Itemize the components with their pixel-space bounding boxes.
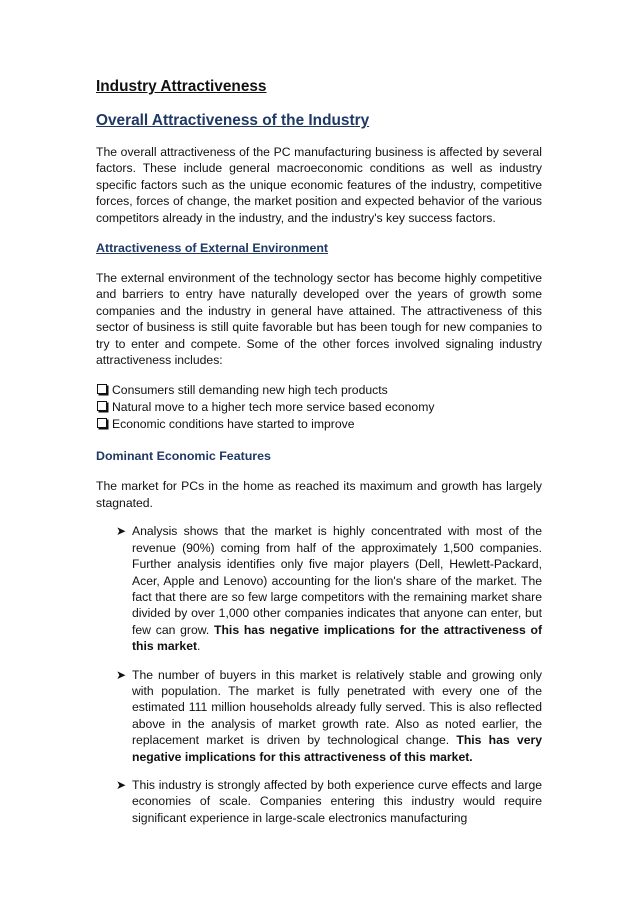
arrow-bullet-icon: ➤	[116, 667, 127, 682]
paragraph-overall: The overall attractiveness of the PC manufacturing business is affected by several factors. These include general macroeconomic conditions as well as industry specific factors such as the unique economic features of the industry, competitive forces, forces of change, the market position and expected behavior of the various competitors already in the industry, and the industry's key success factors.	[96, 145, 542, 225]
bullet-bold-text: This has negative implications for the attractiveness of this market	[132, 622, 542, 654]
heading-dominant-economic-features: Dominant Economic Features	[96, 449, 271, 464]
arrow-bullet-icon: ➤	[116, 777, 127, 792]
bullet-text: The number of buyers in this market is relatively stable and growing only with population. The market is fully penetrated with every one of the estimated 111 million households already fully served. This is also reflected above in the analysis of market growth rate. Also as noted earlier, the replacement market is driven by technological change.	[132, 667, 542, 748]
paragraph-external-environment: The external environment of the technology sector has become highly competitive and barriers to entry have naturally developed over the years of growth some companies and the industry in general have attained. The attractiveness of this sector of business is still quite favorable but has been tough for new companies to try to enter and compete. Some of the other forces involved signaling industry attractiveness includes:	[96, 271, 542, 368]
checklist-item-text: Economic conditions have started to improve	[112, 417, 355, 432]
paragraph-dominant-economic-features: The market for PCs in the home as reached its maximum and growth has largely stagnated.	[96, 479, 542, 510]
checklist-item-text: Consumers still demanding new high tech products	[112, 383, 388, 398]
checkbox-icon	[97, 384, 107, 394]
checklist-item	[96, 416, 542, 433]
bullet-item	[96, 777, 542, 826]
bullet-bold-text: This has very negative implications for this attractiveness of this market.	[132, 733, 543, 764]
bullet-item	[96, 523, 542, 654]
bullet-list	[96, 523, 542, 826]
checklist-item	[96, 399, 542, 416]
page-title: Industry Attractiveness	[96, 78, 267, 95]
checklist-item-text: Natural move to a higher tech more service based economy	[112, 400, 435, 415]
checklist-item	[96, 382, 542, 399]
bullet-text: This industry is strongly affected by both experience curve effects and large economies of scale. Companies entering this industry would require significant experience in large-scale electronics manufacturing	[132, 777, 542, 825]
heading-external-environment: Attractiveness of External Environment	[96, 241, 329, 256]
arrow-bullet-icon: ➤	[116, 524, 127, 539]
checkbox-icon	[97, 418, 107, 428]
bullet-tail: .	[197, 639, 201, 654]
checklist	[96, 382, 542, 433]
section-title-overall: Overall Attractiveness of the Industry	[96, 112, 370, 129]
bullet-text: Analysis shows that the market is highly concentrated with most of the revenue (90%) coming from half of the approximately 1,500 companies. Further analysis identifies only five major players (Dell, Hewlett-Packard, Acer, Apple and Lenovo) accounting for the lion's share of the market. The fact that there are so few large competitors with the remaining market share divided by over 1,000 other companies indicates that anyone can enter, but few can grow.	[132, 524, 542, 637]
bullet-item	[96, 667, 542, 765]
checkbox-icon	[97, 401, 107, 411]
